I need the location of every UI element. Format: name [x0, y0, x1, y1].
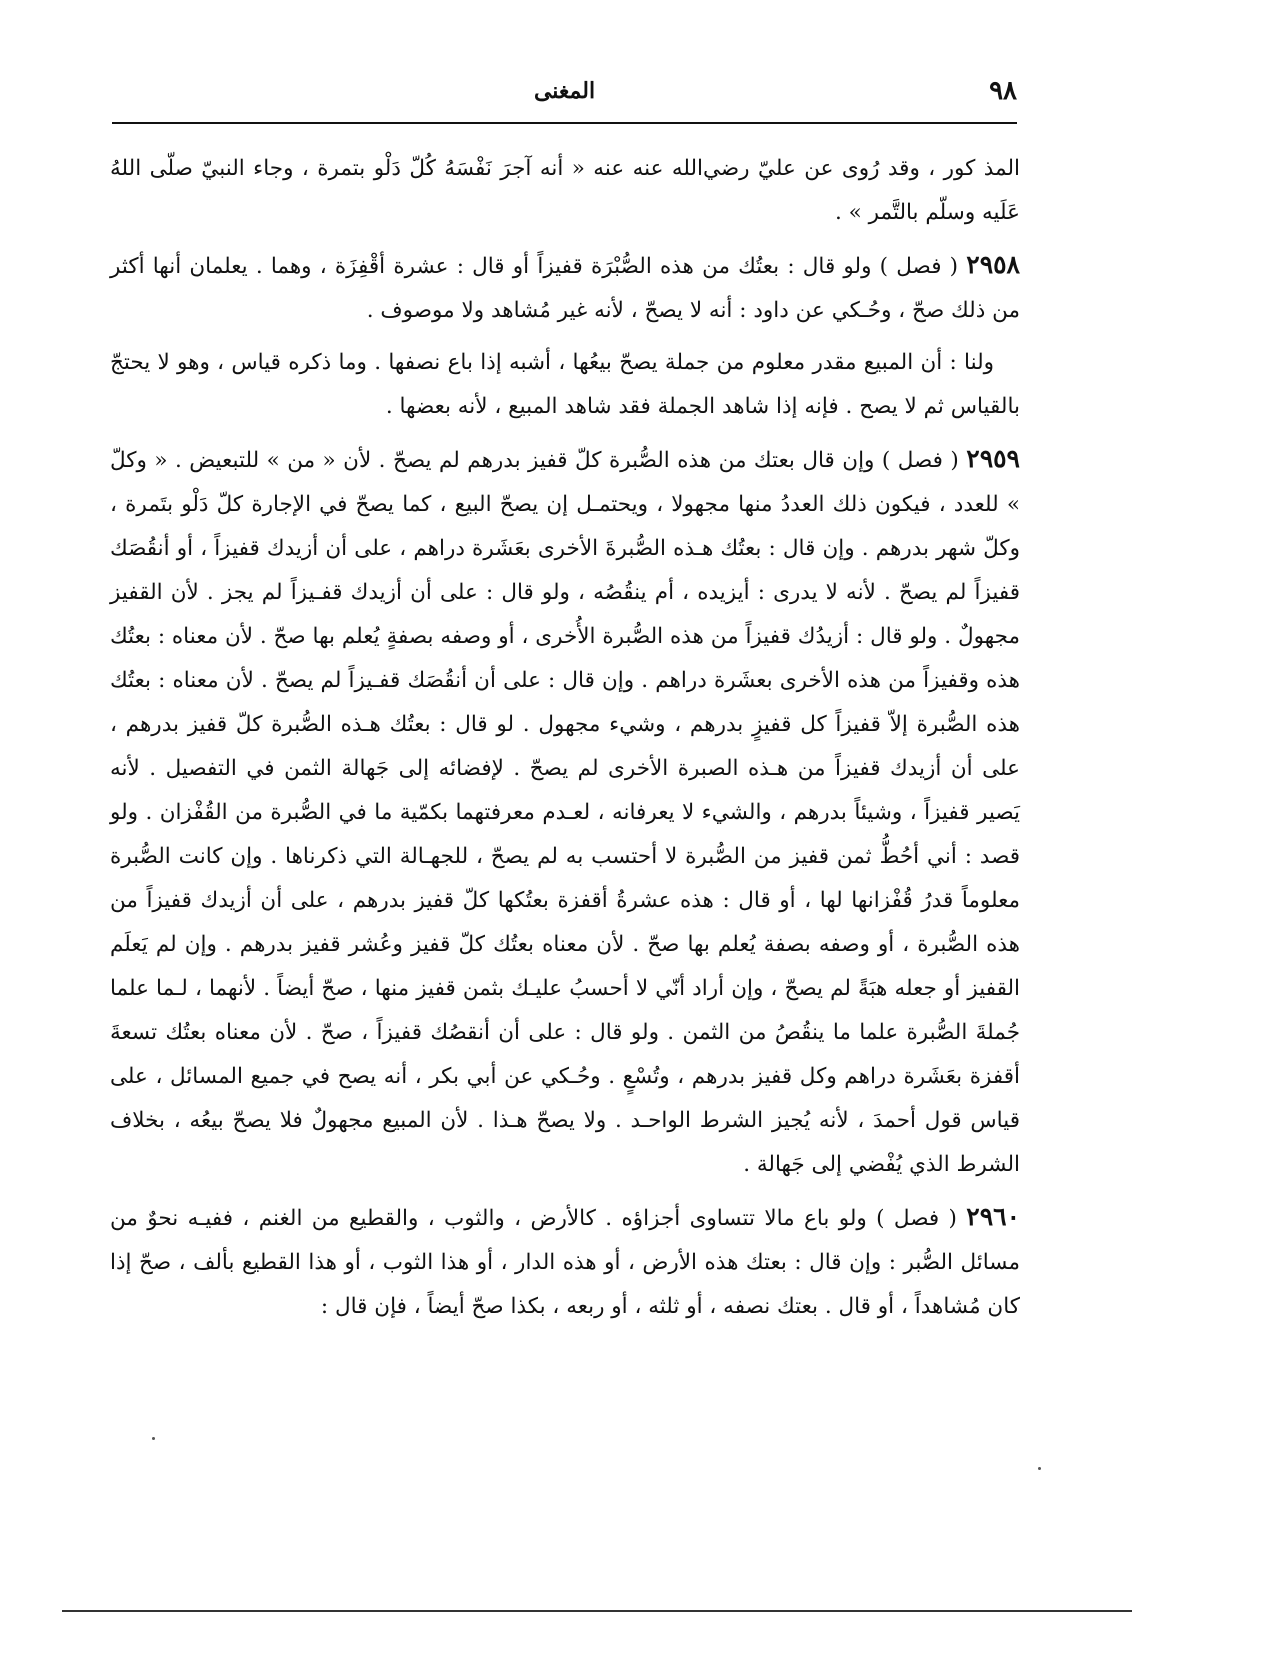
body-text [110, 147, 1020, 1329]
section-number: ٢٩٥٨ [966, 250, 1020, 279]
paragraph-text: المذ كور ، وقد رُوى عن عليّ رضي‌الله عنه عنه « أنه آجرَ نَفْسَهُ كُلّ دَلْو بتمرة ، وجاء النبيّ صلّى اللهُ عَلَيه وسلّم بالتَّمر » . [110, 156, 1020, 225]
paragraph-2958 [110, 243, 1020, 333]
paragraph-gap [110, 429, 1020, 437]
paragraph-2959 [110, 437, 1020, 1187]
paragraph-text: ( فصل ) ولو قال : بعتُك من هذه الصُّبْرَة قفيزاً أو قال : عشرة أقْفِزَة ، وهما . يعلمان أنها أكثر من ذلك صحّ ، وحُـكي عن داود : أنه لا يصحّ ، لأنه غير مُشاهد ولا موصوف . [110, 254, 1020, 323]
paragraph-text: ولنا : أن المبيع مقدر معلوم من جملة يصحّ بيعُها ، أشبه إذا باع نصفها . وما ذكره قياس ، وهو لا يحتجّ بالقياس ثم لا يصح . فإنه إذا شاهد الجملة فقد شاهد المبيع ، لأنه بعضها . [110, 350, 1020, 419]
paragraph-text: ( فصل ) وإن قال بعتك من هذه الصُّبرة كلّ قفيز بدرهم لم يصحّ . لأن « من » للتبعيض . « وكلّ » للعدد ، فيكون ذلك العددُ منها مجهولا ، ويحتمـل إن يصحّ البيع ، كما يصحّ في الإجارة كلّ دَلْو بتَمرة ، وكلّ شهر بدرهم . وإن قال : بعتُك هـذه الصُّبرةَ الأخرى بعَشَرة دراهم ، على أن أزيدك قفيزاً ، أو أنقُصَك قفيزاً لم يصحّ . لأنه لا يدرى : أيزيده ، أم ينقُصُه ، ولو قال : على أن أزيدك قفـيزاً لم يجز . لأن القفيز مجهولٌ . ولو قال : أزيدُك قفيزاً من هذه الصُّبرة الأُخرى ، أو وصفه بصفةٍ يُعلم بها صحّ . لأن معناه : بعتُك هذه وقفيزاً من هذه الأخرى بعشَرة دراهم . وإن قال : على أن أنقُصَك قفـيزاً لم يصحّ . لأن معناه : بعتُك هذه الصُّبرة إلاّ قفيزاً كل قفيزٍ بدرهم ، وشيء مجهول . لو قال : بعتُك هـذه الصُّبرة كلّ قفيز بدرهم ، على أن أزيدك قفيزاً من هـذه الصبرة الأخرى لم يصحّ . لإفضائه إلى جَهالة الثمن في التفصيل . لأنه يَصير قفيزاً ، وشيئاً بدرهم ، والشيء لا يعرفانه ، لعـدم معرفتهما بكمّية ما في الصُّبرة من القُفْزان . ولو قصد : أني أحُطُّ ثمن قفيز من الصُّبرة لا أحتسب به لم يصحّ ، للجهـالة التي ذكرناها . وإن كانت الصُّبرة معلوماً قدرُ قُفْزانها لها ، أو قال : هذه عشرةُ أقفزة بعتُكها كلّ قفيز بدرهم ، على أن أزيدك قفيزاً من هذه الصُّبرة ، أو وصفه بصفة يُعلم بها صحّ . لأن معناه بعتُك كلّ قفيز وعُشر قفيز بدرهم . وإن لم يَعلَم القفيز أو جعله هبَةً لم يصحّ ، وإن أراد أنّي لا أحسبُ عليـك بثمن قفيز منها ، صحّ أيضاً . لأنهما ، لـما علما جُملةَ الصُّبرة علما ما ينقُصُ من الثمن . ولو قال : على أن أنقصُك قفيزاً ، صحّ . لأن معناه بعتُك تسعةَ أقفزة بعَشَرة دراهم وكل قفيز بدرهم ، وتُسْعٍ . وحُـكي عن أبي بكر ، أنه يصح في جميع المسائل ، على قياس قول أحمدَ ، لأنه يُجيز الشرط الواحـد . ولا يصحّ هـذا . لأن المبيع مجهولٌ فلا يصحّ بيعُه ، بخلاف الشرط الذي يُفْضي إلى جَهالة . [110, 448, 1020, 1177]
section-number: ٢٩٥٩ [966, 444, 1020, 473]
running-title: المغنى [533, 78, 596, 104]
paragraph-2960 [110, 1195, 1020, 1329]
paragraph-gap [110, 1187, 1020, 1195]
scan-speck [1038, 1467, 1041, 1470]
paragraph-gap [110, 235, 1020, 243]
header-rule [112, 122, 1017, 124]
page-number: ٩٨ [989, 76, 1017, 106]
paragraph-wa-lana [110, 341, 1020, 429]
scan-speck [152, 1437, 155, 1440]
footer-rule [62, 1610, 1132, 1612]
section-number: ٢٩٦٠ [966, 1202, 1020, 1231]
page-header [112, 74, 1017, 118]
paragraph-text: ( فصل ) ولو باع مالا تتساوى أجزاؤه . كالأرض ، والثوب ، والقطيع من الغنم ، ففيـه نحوٌ من مسائل الصُّبر : وإن قال : بعتك هذه الأرض ، أو هذه الدار ، أو هذا الثوب ، أو هذا القطيع بألف ، صحّ إذا كان مُشاهداً ، أو قال . بعتك نصفه ، أو ثلثه ، أو ربعه ، بكذا صحّ أيضاً ، فإن قال : [110, 1206, 1020, 1319]
paragraph-gap [110, 333, 1020, 341]
paragraph-continuation [110, 147, 1020, 235]
